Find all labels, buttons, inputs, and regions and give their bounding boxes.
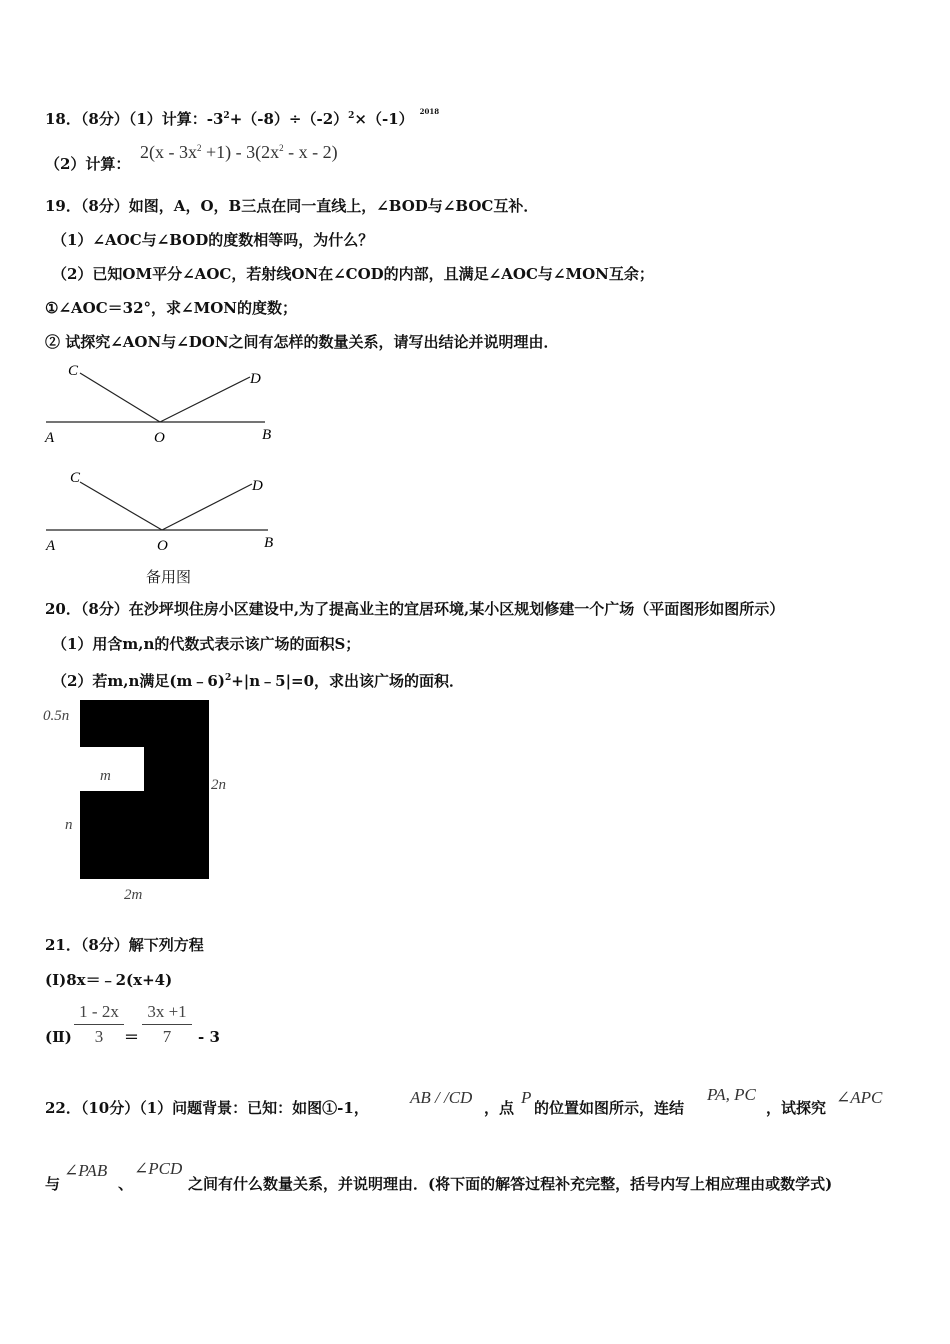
label-d: D	[252, 478, 263, 494]
q18-part2-expression: $2(x - 3x^2 +1) - 3(2x^2 - x - 2)$	[140, 142, 338, 162]
label-right: 2n	[211, 777, 226, 793]
q21-line2: (Ⅰ)8x＝﹣2(x+4)	[45, 971, 173, 989]
math-ab-parallel-cd: AB / /CD	[410, 1088, 473, 1107]
fraction-2: $\frac{3x +1}{7}$	[142, 1002, 192, 1047]
label-bottom: 2m	[124, 887, 143, 903]
math-angle-apc: ∠APC	[836, 1088, 883, 1107]
q21-tail: - 3	[198, 1028, 220, 1046]
q20-line2: （1）用含m,n的代数式表示该广场的面积S；	[52, 635, 361, 653]
q22-line2c: 之间有什么数量关系，并说明理由．(将下面的解答过程补充完整，括号内写上相应理由或数学式)	[188, 1175, 833, 1193]
label-top: 0.5n	[43, 708, 70, 724]
q18-part2-label: （2）计算：	[45, 155, 131, 173]
label-b: B	[264, 535, 274, 551]
q22-line1d: ，试探究	[766, 1099, 827, 1117]
equals-sign: ＝	[124, 1028, 140, 1046]
label-b: B	[262, 427, 272, 443]
q21-line1: 21．（8分）解下列方程	[45, 936, 204, 954]
q18-line1	[45, 102, 439, 129]
q18-prefix: 18．（8分）（1）计算：-3	[45, 110, 224, 128]
q19-line5: ② 试探究∠AON与∠DON之间有怎样的数量关系，请写出结论并说明理由．	[45, 333, 559, 351]
q22-line2a: 与	[45, 1175, 61, 1193]
q19-figure-backup	[40, 462, 290, 557]
q19-line1: 19．（8分）如图，A，O，B三点在同一直线上，∠BOD与∠BOC互补．	[45, 197, 539, 215]
q18-exp-sq: 2	[348, 111, 355, 121]
q22-line1b: ，点	[484, 1099, 515, 1117]
q22-line1c: 的位置如图所示，连结	[534, 1099, 685, 1117]
q19-figure-main	[40, 355, 290, 450]
label-d: D	[250, 371, 261, 387]
label-a: A	[45, 430, 55, 446]
math-angle-pcd: ∠PCD	[134, 1159, 183, 1178]
label-o: O	[157, 538, 168, 554]
q18-line2	[45, 148, 130, 174]
label-o: O	[154, 430, 165, 446]
math-pa-pc: PA, PC	[707, 1085, 756, 1104]
q19-line3: （2）已知OM平分∠AOC，若射线ON在∠COD的内部，且满足∠AOC与∠MON互余；	[52, 265, 654, 283]
q21-label2: (Ⅱ)	[45, 1028, 72, 1046]
math-angle-pab: ∠PAB	[64, 1161, 108, 1180]
q18-rest: +（-8）÷（-2）	[229, 110, 349, 128]
label-left: n	[65, 817, 73, 833]
q20-line1: 20．（8分）在沙坪坝住房小区建设中,为了提高业主的宜居环境,某小区规划修建一个广场（平面图形如图所示）	[45, 600, 785, 618]
q18-exp-2018: 2018	[419, 107, 440, 116]
q20-plaza-figure	[40, 698, 240, 908]
fraction-1: $\frac{1 - 2x}{3}$	[74, 1002, 124, 1047]
q18-exp2: 2	[223, 111, 230, 121]
math-p: P	[521, 1088, 532, 1107]
q22-line1: 22．（10分）（1）问题背景：已知：如图①-1，	[45, 1099, 369, 1117]
q19-line4: ①∠AOC＝32°，求∠MON的度数；	[45, 299, 297, 317]
backup-figure-caption: 备用图	[146, 568, 192, 586]
q19-line2: （1）∠AOC与∠BOD的度数相等吗，为什么？	[52, 231, 374, 249]
q20-line3: （2）若m,n满足(m﹣6)$^2$+|n﹣5|=0，求出该广场的面积．	[52, 672, 465, 690]
label-notch: m	[100, 768, 111, 784]
q18-times: ×（-1）	[354, 110, 414, 128]
label-c: C	[68, 363, 79, 379]
q22-line2b: 、	[118, 1175, 134, 1193]
label-a: A	[46, 538, 56, 554]
label-c: C	[70, 470, 81, 486]
